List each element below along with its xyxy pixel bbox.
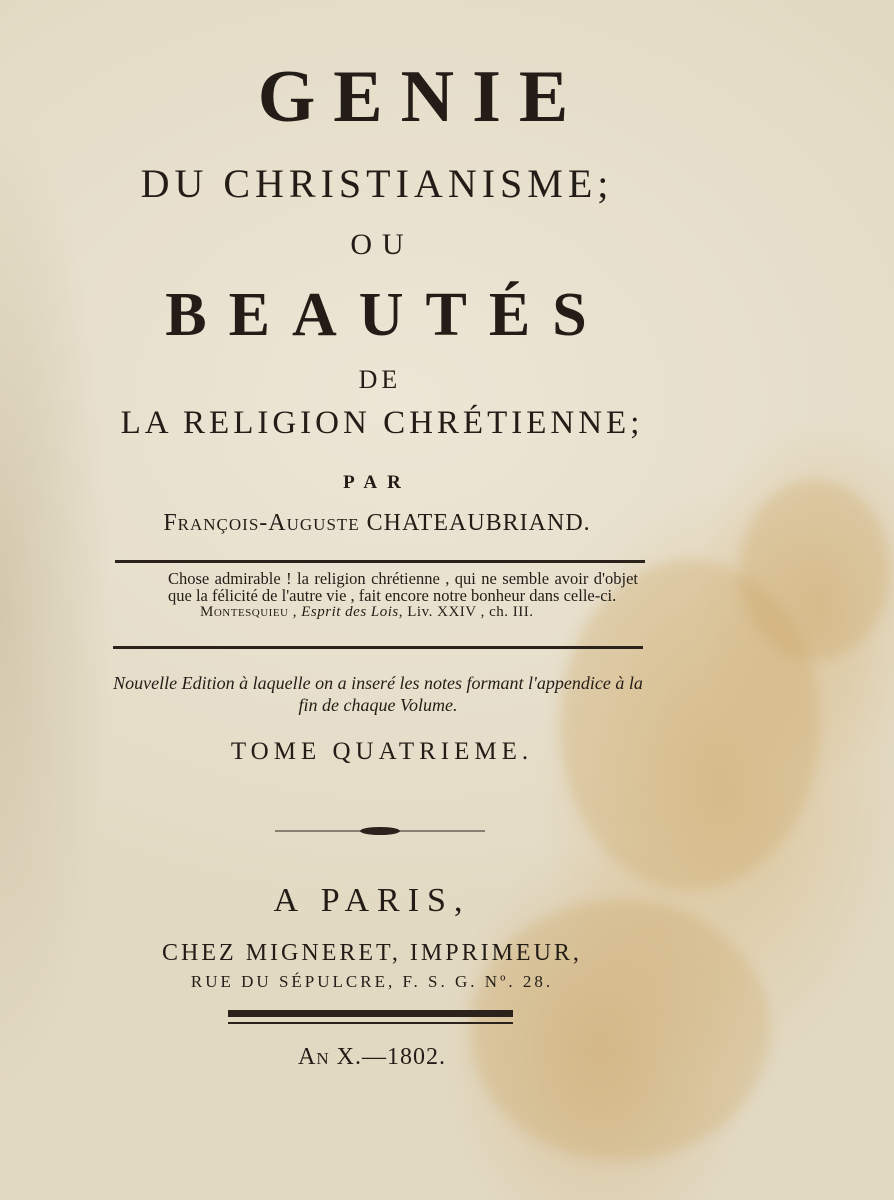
imprint-printer: CHEZ MIGNERET, IMPRIMEUR, [162, 940, 582, 966]
title-line-du-christianisme: DU CHRISTIANISME; [140, 161, 614, 206]
epigraph-source [168, 604, 638, 621]
volume-label: TOME QUATRIEME. [230, 738, 534, 765]
epigraph-reference: , Liv. XXIV , ch. III. [398, 604, 534, 620]
epigraph [168, 570, 638, 621]
divider-rule [115, 560, 645, 563]
title-line-de: DE [358, 365, 402, 394]
title-line-ou: OU [350, 228, 414, 261]
imprint-address: RUE DU SÉPULCRE, F. S. G. Nº. 28. [190, 972, 554, 991]
title-line-religion: LA RELIGION CHRÉTIENNE; [120, 405, 644, 441]
title-line-beautes: BEAUTÉS [165, 281, 609, 349]
edition-note: Nouvelle Edition à laquelle on a inseré les notes formant l'appendice à la fin de chaque Volume. [113, 673, 643, 715]
water-stain [470, 900, 770, 1160]
epigraph-work: Esprit des Lois [301, 604, 399, 620]
water-stain [740, 480, 890, 660]
title-main: GENIE [257, 56, 587, 138]
epigraph-text: Chose admirable ! la religion chrétienne , qui ne semble avoir d'objet que la félicité de l'autre vie , fait encore notre bonheur dans celle-ci. [168, 569, 638, 605]
author-name: François-Auguste CHATEAUBRIAND. [163, 510, 591, 536]
by-line: PAR [343, 472, 411, 493]
thick-rule [228, 1010, 513, 1017]
divider-rule [113, 646, 643, 649]
epigraph-author: Montesquieu , [200, 604, 297, 620]
imprint-place: A PARIS, [273, 882, 471, 919]
ornament-rule [275, 828, 485, 834]
thin-rule [228, 1022, 513, 1024]
imprint-date: An X.—1802. [298, 1044, 446, 1070]
